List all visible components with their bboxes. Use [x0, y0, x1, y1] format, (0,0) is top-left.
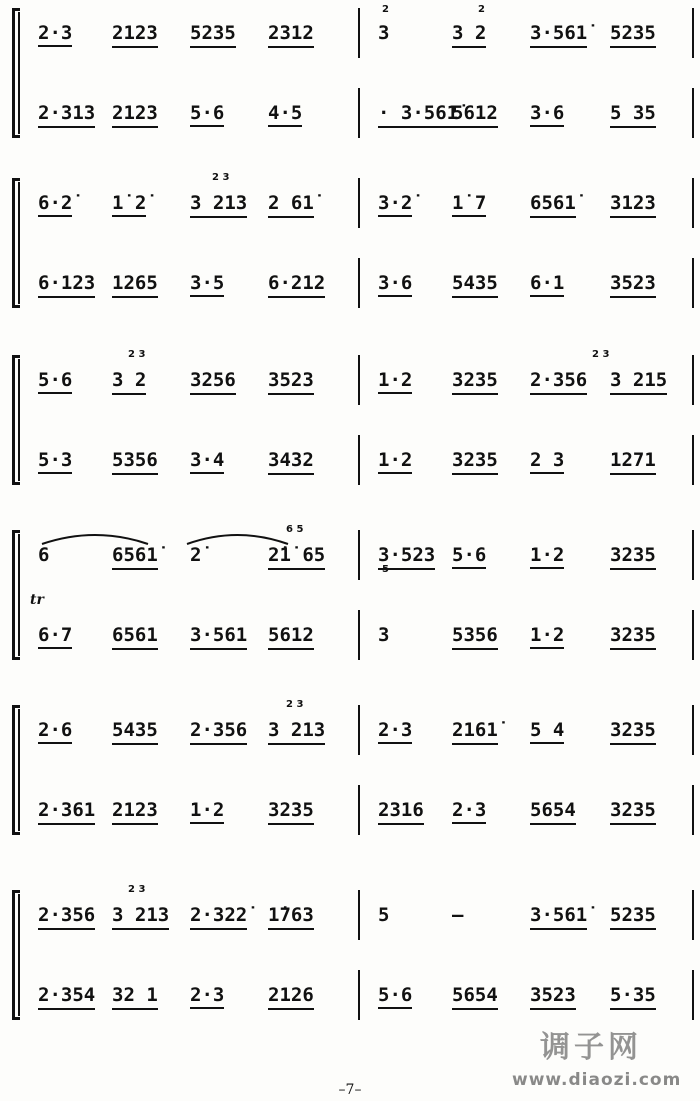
note-group	[112, 624, 158, 650]
note-text: 3523	[530, 984, 576, 1010]
note-group	[610, 449, 656, 475]
note-text: 2·3	[452, 799, 486, 824]
watermark-brand: 调子网	[540, 1030, 642, 1065]
note-text: 2·6	[38, 719, 72, 744]
note-group	[190, 22, 236, 48]
note-group	[112, 544, 158, 570]
note-text: 2·354	[38, 984, 95, 1010]
note-text: 1̇ 7	[452, 192, 486, 217]
note-text: 3·523	[378, 544, 435, 570]
lower-part	[0, 102, 700, 142]
bracket-cap	[12, 178, 20, 181]
note-text: 2·313	[38, 102, 95, 128]
note-text: 2 3	[530, 449, 564, 474]
note-group	[530, 22, 587, 48]
note-text: 1271	[610, 449, 656, 475]
note-group	[452, 904, 463, 926]
note-text: 2·3	[38, 22, 72, 47]
note-text: 5	[378, 904, 390, 926]
grace-note-ornament: 2 3	[592, 349, 610, 360]
note-group	[112, 22, 158, 48]
note-text: 5356	[112, 449, 158, 475]
note-text: 3 2	[112, 369, 146, 395]
note-text: 5·6	[38, 369, 72, 394]
note-text: 3 215	[610, 369, 667, 395]
note-group	[38, 799, 95, 825]
note-text: 2161̇	[452, 719, 498, 745]
note-text: 5·6	[452, 544, 486, 569]
grace-note-ornament: 2	[478, 4, 485, 15]
note-text: 1̇763	[268, 904, 314, 930]
note-text: 3	[378, 22, 390, 44]
note-group	[190, 719, 247, 745]
note-group	[112, 369, 146, 395]
score-system	[0, 699, 700, 855]
upper-part	[0, 22, 700, 62]
bracket-cap	[12, 890, 20, 893]
upper-part	[0, 904, 700, 944]
note-text: 5·3	[38, 449, 72, 474]
note-text: 3·2̇	[378, 192, 412, 217]
note-text: 3 2	[452, 22, 486, 48]
note-text: 3	[378, 624, 390, 646]
note-text: 2·361	[38, 799, 95, 825]
note-group	[190, 272, 224, 297]
note-text: –	[452, 904, 464, 926]
note-group	[38, 192, 72, 217]
note-group	[268, 904, 314, 930]
note-text: 3 213	[112, 904, 169, 930]
note-group	[268, 272, 325, 298]
note-text: 6·2̇	[38, 192, 72, 217]
upper-part	[0, 192, 700, 232]
lower-part	[0, 799, 700, 839]
note-group	[378, 192, 412, 217]
note-group	[190, 102, 224, 127]
note-text: 5612	[452, 102, 498, 128]
note-group	[452, 984, 498, 1010]
note-group	[378, 272, 412, 297]
note-text: 5·35	[610, 984, 656, 1010]
note-text: 3235	[610, 624, 656, 650]
note-group	[112, 799, 158, 825]
note-group	[378, 102, 458, 128]
note-group	[190, 984, 224, 1009]
note-text: 3235	[452, 449, 498, 475]
note-text: 3235	[610, 799, 656, 825]
note-text: 3235	[452, 369, 498, 395]
score-system	[0, 172, 700, 328]
grace-note-ornament: 2 3	[212, 172, 230, 183]
note-text: 3·561̇	[530, 904, 587, 930]
note-group	[452, 272, 498, 298]
grace-note-ornament: 2 3	[286, 699, 304, 710]
grace-note-ornament: 2	[382, 4, 389, 15]
note-text: 5 35	[610, 102, 656, 128]
note-group	[268, 369, 314, 395]
bracket-cap	[12, 355, 20, 358]
note-group	[452, 449, 498, 475]
note-text: 2 61̇	[268, 192, 314, 218]
note-group	[38, 369, 72, 394]
note-group	[268, 799, 314, 825]
note-text: 2126	[268, 984, 314, 1010]
note-text: 2·356	[190, 719, 247, 745]
note-text: 5235	[610, 22, 656, 48]
note-group	[190, 192, 247, 218]
note-group	[112, 102, 158, 128]
bracket-cap	[12, 530, 20, 533]
note-text: · 3·561̇	[378, 102, 458, 128]
note-group	[38, 624, 72, 649]
note-group	[38, 102, 95, 128]
note-group	[268, 544, 325, 570]
note-group	[452, 719, 498, 745]
note-text: 3·6	[378, 272, 412, 297]
note-text: 3·5	[190, 272, 224, 297]
note-text: 3235	[610, 719, 656, 745]
note-text: 2·3	[378, 719, 412, 744]
note-group	[530, 369, 587, 395]
note-text: 3·4	[190, 449, 224, 474]
note-group	[38, 272, 95, 298]
note-group	[530, 192, 576, 218]
page-number: –7–	[338, 1082, 362, 1098]
note-group	[530, 102, 564, 127]
bracket-cap	[12, 8, 20, 11]
note-group	[38, 22, 72, 47]
note-group	[190, 449, 224, 474]
note-text: 2123	[112, 102, 158, 128]
note-group	[378, 984, 412, 1009]
note-group	[530, 544, 564, 569]
note-group	[452, 799, 486, 824]
note-group	[112, 192, 146, 217]
note-text: 5612	[268, 624, 314, 650]
note-group	[378, 904, 389, 926]
note-group	[530, 904, 587, 930]
note-text: 2123	[112, 22, 158, 48]
note-group	[610, 544, 656, 570]
bracket-cap	[12, 705, 20, 708]
score-system	[0, 524, 700, 680]
note-text: 3235	[610, 544, 656, 570]
note-group	[452, 544, 486, 569]
note-text: 2·322̇	[190, 904, 247, 930]
note-text: 3·6	[530, 102, 564, 127]
note-text: 6561̇	[112, 544, 158, 570]
note-text: 6	[38, 544, 50, 566]
note-text: 3·561̇	[530, 22, 587, 48]
slur-mark	[185, 530, 290, 546]
note-text: 5 4	[530, 719, 564, 744]
note-group	[530, 272, 564, 297]
note-group	[610, 719, 656, 745]
note-text: 2̇	[190, 544, 202, 566]
upper-part	[0, 369, 700, 409]
trill-mark: tr	[30, 592, 44, 608]
upper-part	[0, 719, 700, 759]
note-text: 6·7	[38, 624, 72, 649]
note-group	[268, 102, 302, 127]
note-group	[38, 544, 49, 566]
note-text: 3·561	[190, 624, 247, 650]
upper-part	[0, 544, 700, 584]
note-group	[268, 624, 314, 650]
note-text: 3123	[610, 192, 656, 218]
note-group	[452, 22, 486, 48]
note-text: 5·6	[190, 102, 224, 127]
note-group	[610, 22, 656, 48]
note-group	[452, 624, 498, 650]
note-text: 3256	[190, 369, 236, 395]
note-text: 2·356	[38, 904, 95, 930]
lower-part	[0, 272, 700, 312]
note-text: 2312	[268, 22, 314, 48]
note-group	[190, 544, 201, 566]
note-group	[610, 904, 656, 930]
note-text: 2·3	[190, 984, 224, 1009]
note-text: 5·6	[378, 984, 412, 1009]
note-text: 5356	[452, 624, 498, 650]
score-system	[0, 349, 700, 505]
note-text: 3523	[610, 272, 656, 298]
note-group	[610, 369, 667, 395]
note-text: 6·1	[530, 272, 564, 297]
note-group	[530, 449, 564, 474]
lower-part	[0, 624, 700, 664]
note-text: 1·2	[378, 369, 412, 394]
note-text: 5435	[452, 272, 498, 298]
note-text: 32 1	[112, 984, 158, 1010]
note-group	[378, 719, 412, 744]
note-group	[452, 369, 498, 395]
note-group	[610, 192, 656, 218]
note-text: 2̇1̇ 65	[268, 544, 325, 570]
note-text: 5235	[610, 904, 656, 930]
note-text: 6·123	[38, 272, 95, 298]
note-text: 3 213	[268, 719, 325, 745]
note-text: 1265	[112, 272, 158, 298]
note-text: 5654	[530, 799, 576, 825]
grace-note-ornament: 2 3	[128, 884, 146, 895]
note-group	[190, 904, 247, 930]
slur-mark	[40, 530, 150, 546]
note-group	[610, 102, 656, 128]
note-group	[530, 984, 576, 1010]
note-group	[112, 984, 158, 1010]
note-text: 1·2	[378, 449, 412, 474]
note-text: 6·212	[268, 272, 325, 298]
grace-note-ornament: 2 3	[128, 349, 146, 360]
note-group	[378, 449, 412, 474]
note-group	[268, 449, 314, 475]
note-group	[268, 719, 325, 745]
note-text: 3 213	[190, 192, 247, 218]
note-group	[530, 799, 576, 825]
note-group	[112, 449, 158, 475]
note-text: 6561	[112, 624, 158, 650]
note-group	[610, 984, 656, 1010]
note-group	[530, 624, 564, 649]
note-group	[268, 22, 314, 48]
note-text: 1·2	[530, 544, 564, 569]
grace-note-ornament: 5	[382, 564, 389, 575]
note-group	[112, 904, 169, 930]
note-text: 2316	[378, 799, 424, 825]
note-group	[38, 904, 95, 930]
note-text: 4·5	[268, 102, 302, 127]
note-group	[378, 799, 424, 825]
watermark-url: www.diaozi.com	[512, 1070, 682, 1090]
note-group	[378, 369, 412, 394]
note-group	[268, 984, 314, 1010]
note-group	[530, 719, 564, 744]
score-system	[0, 884, 700, 1040]
note-text: 3235	[268, 799, 314, 825]
note-text: 3523	[268, 369, 314, 395]
note-group	[190, 624, 247, 650]
note-text: 3432	[268, 449, 314, 475]
note-text: 5654	[452, 984, 498, 1010]
note-group	[112, 272, 158, 298]
score-system	[0, 4, 700, 158]
grace-note-ornament: 6 5	[286, 524, 304, 535]
note-group	[452, 192, 486, 217]
note-group	[452, 102, 498, 128]
note-group	[38, 719, 72, 744]
note-text: 5435	[112, 719, 158, 745]
note-text: 2123	[112, 799, 158, 825]
note-text: 1·2	[530, 624, 564, 649]
note-group	[112, 719, 158, 745]
note-group	[190, 369, 236, 395]
note-group	[610, 799, 656, 825]
note-group	[268, 192, 314, 218]
note-group	[378, 624, 389, 646]
note-group	[190, 799, 224, 824]
note-text: 6561̇	[530, 192, 576, 218]
lower-part	[0, 449, 700, 489]
lower-part	[0, 984, 700, 1024]
note-text: 1̇ 2̇	[112, 192, 146, 217]
note-group	[610, 624, 656, 650]
note-group	[610, 272, 656, 298]
note-group	[38, 984, 95, 1010]
note-group	[38, 449, 72, 474]
note-text: 5235	[190, 22, 236, 48]
note-text: 2·356	[530, 369, 587, 395]
note-group	[378, 22, 389, 44]
note-text: 1·2	[190, 799, 224, 824]
